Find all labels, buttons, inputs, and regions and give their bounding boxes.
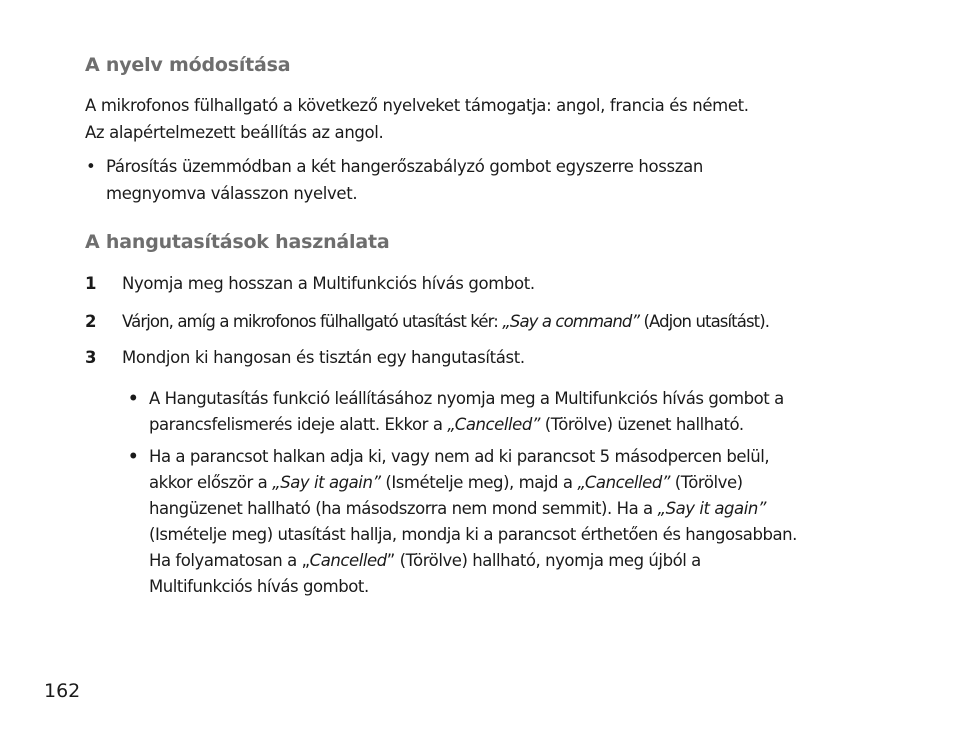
text-part: (Ismételje meg), majd a — [380, 473, 578, 492]
step-number: 3 — [85, 348, 97, 367]
paragraph-line: A mikrofonos fülhallgató a következő nyelveket támogatja: angol, francia és német. — [85, 96, 749, 115]
text-quote: „Cancelled” — [447, 415, 540, 434]
sub-bullet-repeat — [128, 444, 797, 600]
sub-bullet-line: Ha a parancsot halkan adja ki, vagy nem ad ki parancsot 5 másodpercen belül, — [149, 447, 770, 466]
text-part: akkor először a — [149, 473, 273, 492]
text-quote: „Say it again” — [272, 473, 381, 492]
sub-bullet-line — [149, 470, 797, 496]
sub-bullet-line: Multifunkciós hívás gombot. — [149, 577, 369, 596]
bullet-line: megnyomva válasszon nyelvet. — [106, 184, 358, 203]
text-quote: „Say it again” — [657, 499, 766, 518]
sub-bullet-line — [149, 496, 797, 522]
paragraph-line: Az alapértelmezett beállítás az angol. — [85, 123, 384, 142]
step-text: Nyomja meg hosszan a Multifunkciós hívás gombot. — [122, 274, 535, 293]
page-number: 162 — [44, 680, 81, 702]
text-part: (Törölve) üzenet hallható. — [539, 415, 744, 434]
step-text-part: Várjon, amíg a mikrofonos fülhallgató utasítást kér: — [122, 312, 503, 331]
step-text: Mondjon ki hangosan és tisztán egy hangutasítást. — [122, 348, 525, 367]
bullet-dot: • — [86, 157, 96, 176]
sub-bullet-cancel — [128, 386, 784, 438]
sub-bullet-line: A Hangutasítás funkció leállításához nyomja meg a Multifunkciós hívás gombot a — [149, 389, 784, 408]
sub-bullet-line — [149, 548, 797, 574]
sub-bullet-line: (Ismételje meg) utasítást hallja, mondja ki a parancsot érthetően és hangosabban. — [149, 525, 797, 544]
step-number: 1 — [85, 274, 97, 293]
step-number: 2 — [85, 312, 97, 331]
step-text-part: (Adjon utasítást). — [639, 312, 770, 331]
text-part: Ha folyamatosan a „ — [149, 551, 310, 570]
text-quote: Cancelled — [309, 551, 387, 570]
section-heading-voice-commands: A hangutasítások használata — [85, 231, 390, 253]
text-part: ” (Törölve) hallható, nyomja meg újból a — [386, 551, 701, 570]
sub-bullet-line — [149, 412, 784, 438]
text-part: hangüzenet hallható (ha másodszorra nem mond semmit). Ha a — [149, 499, 658, 518]
step-text-quote: „Say a command” — [502, 312, 640, 331]
text-quote: „Cancelled” — [577, 473, 671, 492]
text-part: parancsfelismerés ideje alatt. Ekkor a — [149, 415, 448, 434]
section-heading-language: A nyelv módosítása — [85, 54, 291, 76]
language-paragraph — [85, 92, 749, 146]
text-part: (Törölve) — [670, 473, 743, 492]
bullet-line: Párosítás üzemmódban a két hangerőszabályzó gombot egyszerre hosszan — [106, 157, 703, 176]
bullet-dot: • — [128, 389, 139, 408]
step-text — [122, 308, 769, 335]
language-bullet — [86, 153, 703, 207]
bullet-dot: • — [128, 447, 139, 466]
